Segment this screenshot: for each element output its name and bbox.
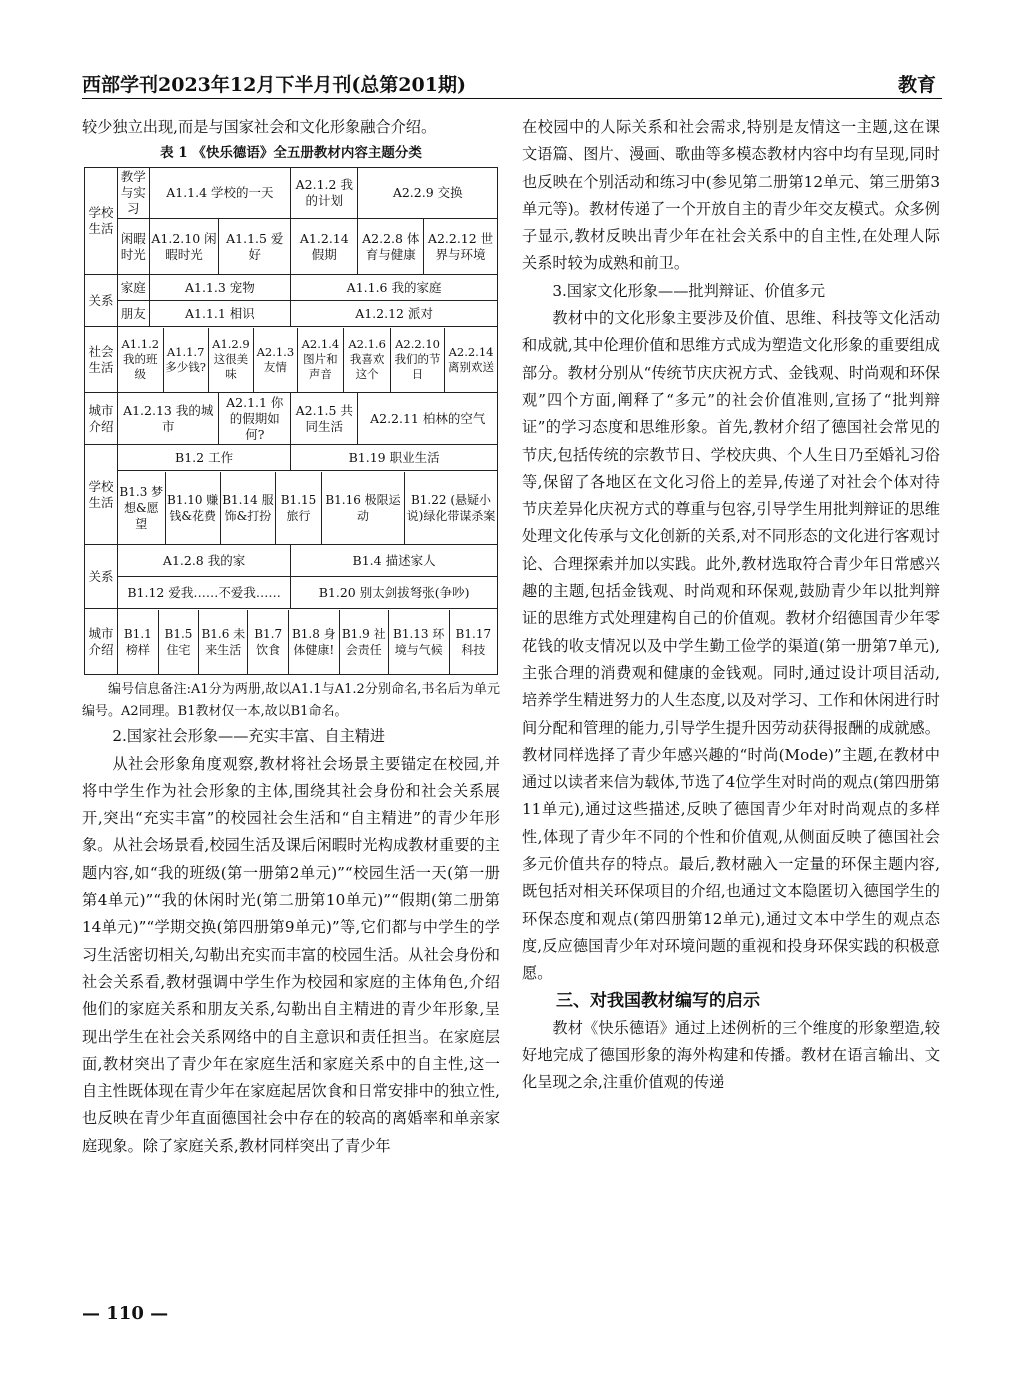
table-cell: A2.1.3 友情 — [254, 328, 297, 392]
table-cell: A2.2.9 交换 — [358, 168, 498, 219]
table-cell: 闲暇时光 — [118, 219, 150, 275]
table-cell: A2.2.12 世界与环境 — [424, 219, 498, 275]
table-cell: 学校生活 — [85, 445, 118, 545]
table-cell: A1.1.6 我的家庭 — [291, 275, 498, 301]
left-column — [82, 114, 500, 1160]
table-cell: B1.17 科技 — [455, 626, 492, 657]
table-cell: 学校生活 — [85, 168, 118, 275]
table-cell: A1.2.10 闲暇时光 — [149, 219, 219, 275]
table-cell: B1.9 社会责任 — [339, 610, 388, 674]
running-header — [82, 68, 942, 99]
table-cell: B1.15 旅行 — [276, 472, 322, 544]
table-cell: A2.1.6 我喜欢这个 — [344, 328, 391, 392]
table-caption: 表 1 《快乐德语》全五册教材内容主题分类 — [160, 145, 422, 162]
subsection-heading: 2.国家社会形象——充实丰富、自主精进 — [112, 727, 386, 746]
table-note: 编号信息备注:A1分为两册,故以A1.1与A1.2分别命名,书名后为单元编号。A2同理。B1教材仅一本,故以B1命名。 — [82, 682, 500, 720]
table-cell: B1.7 饮食 — [248, 610, 289, 674]
table-cell: A2.1.2 我的计划 — [291, 168, 358, 219]
section-label: 教育 — [897, 74, 936, 96]
table-cell: A1.2.9 这很美味 — [208, 328, 254, 392]
table-cell: B1.1 榜样 — [118, 610, 158, 674]
subrow-table — [118, 610, 497, 674]
section-heading: 三、对我国教材编写的启示 — [556, 990, 760, 1011]
table-cell: B1.5 住宅 — [158, 610, 199, 674]
journal-title: 西部学刊2023年12月下半月刊(总第201期) — [82, 74, 466, 96]
table-cell: B1.8 身体健康! — [288, 610, 339, 674]
table-cell: B1.13 环境与气候 — [388, 610, 449, 674]
table-cell: A1.1.1 相识 — [149, 301, 291, 327]
table-cell: 关系 — [85, 275, 118, 327]
subrow-table — [118, 472, 497, 544]
table-cell: A2.2.10 我们的节日 — [391, 328, 445, 392]
table-cell: B1.16 极限运动 — [322, 472, 405, 544]
theme-table — [84, 167, 498, 675]
body-paragraph: 教材中的文化形象主要涉及价值、思维、科技等文化活动和成就,其中伦理价值和思维方式成为塑造文化形象的重要组成部分。教材分别从“传统节庆庆祝方式、金钱观、时尚观和环保观”四个方面,阐释了“多元”的社会价值准则,宣扬了“批判辩证”的学习态度和思维形象。首先,教材介绍了德国社会常见的节庆,包括传统的宗教节日、学校庆典、个人生日乃至婚礼习俗等,保留了各地区在文化习俗上的差异,传递了对社会个体对待节庆差异化庆祝方式的尊重与包容,引导学生用批判辩证的思维处理文化传承与文化创新的关系,对不同形态的文化进行客观讨论、合理探索并加以实践。此外,教材选取符合青少年日常感兴趣的主题,包括金钱观、时尚观和环保观,鼓励青少年以批判辩证的思维方式处理建构自己的价值观。教材介绍德国青少年零花钱的收支情况以及中学生勤工俭学的渠道(第一册第7单元),主张合理的消费观和健康的金钱观。同时,通过设计项目活动,培养学生精进努力的人生态度,以及对学习、工作和休闲进行时间分配和管理的能力,引导学生提升因劳动获得报酬的成就感。教材同样选择了青少年感兴趣的“时尚(Mode)”主题,在教材中通过以读者来信为载体,节选了4位学生对时尚的观点(第四册第11单元),通过这些描述,反映了德国青少年对时尚观点的多样性,体现了青少年不同的个性和价值观,从侧面反映了德国社会多元价值共存的特点。最后,教材融入一定量的环保主题内容,既包括对相关环保项目的介绍,也通过文本隐匿切入德国学生的环保态度和观点(第四册第12单元),通过文本中学生的观点态度,反应德国青少年对环境问题的重视和投身环保实践的积极意愿。 — [522, 309, 940, 983]
table-cell: A1.1.3 宠物 — [149, 275, 291, 301]
intro-line: 较少独立出现,而是与国家社会和文化形象融合介绍。 — [82, 118, 437, 136]
table-subrow — [118, 471, 498, 545]
table-cell: B1.4 描述家人 — [291, 545, 498, 577]
table-cell: A1.2.13 我的城市 — [118, 393, 219, 445]
table-cell: A1.1.5 爱好 — [219, 219, 291, 275]
table-cell: A2.2.14 离别欢送 — [448, 344, 495, 374]
table-cell: 城市介绍 — [85, 609, 118, 675]
table-cell: 社会生活 — [85, 327, 118, 393]
table-cell: B1.2 工作 — [118, 445, 291, 471]
table-cell: B1.3 梦想&愿望 — [118, 472, 165, 544]
body-paragraph: 在校园中的人际关系和社会需求,特别是友情这一主题,这在课文语篇、图片、漫画、歌曲等多模态教材内容中均有呈现,同时也反映在个别活动和练习中(参见第二册第12单元、第三册第3单元等)。教材传递了一个开放自主的青少年交友模式。众多例子显示,教材反映出青少年在社会关系中的自主性,在处理人际关系时较为成熟和前卫。 — [522, 118, 940, 273]
table-cell: A2.1.4 图片和声音 — [297, 328, 344, 392]
table-cell: B1.6 未来生活 — [199, 610, 248, 674]
body-paragraph: 教材《快乐德语》通过上述例析的三个维度的形象塑造,较好地完成了德国形象的海外构建和传播。教材在语言输出、文化呈现之余,注重价值观的传递 — [522, 1018, 940, 1092]
table-cell: 城市介绍 — [85, 393, 118, 445]
table-cell: A1.1.4 学校的一天 — [149, 168, 291, 219]
table-subrow — [118, 327, 498, 393]
subsection-heading: 3.国家文化形象——批判辩证、价值多元 — [552, 281, 826, 300]
table-cell: A1.2.14 假期 — [291, 219, 358, 275]
table-cell: 朋友 — [118, 301, 150, 327]
table-cell: 家庭 — [118, 275, 150, 301]
subrow-table — [118, 328, 497, 392]
table-cell: B1.10 赚钱&花费 — [165, 472, 220, 544]
table-cell: B1.12 爱我……不爱我…… — [118, 577, 291, 609]
table-cell: A1.2.12 派对 — [291, 301, 498, 327]
right-column — [522, 114, 940, 1097]
table-cell: B1.14 服饰&打扮 — [220, 472, 275, 544]
table-cell: A1.1.2 我的班级 — [118, 328, 163, 392]
table-cell: 关系 — [85, 545, 118, 609]
table-cell: B1.19 职业生活 — [291, 445, 498, 471]
table-cell: A2.2.8 体育与健康 — [358, 219, 424, 275]
table-cell: B1.22 (悬疑小说)绿化带谋杀案 — [406, 492, 496, 523]
table-cell: A1.1.7 多少钱? — [163, 328, 208, 392]
page-number: — 110 — — [82, 1303, 169, 1324]
table-cell: 教学与实习 — [118, 168, 150, 219]
table-cell: A2.2.11 柏林的空气 — [358, 393, 498, 445]
body-paragraph: 从社会形象角度观察,教材将社会场景主要锚定在校园,并将中学生作为社会形象的主体,围绕其社会身份和社会关系展开,突出“充实丰富”的校园社会生活和“自主精进”的青少年形象。从社会场景看,校园生活及课后闲暇时光构成教材重要的主题内容,如“我的班级(第一册第2单元)”“校园生活一天(第一册第4单元)”“我的休闲时光(第二册第10单元)”“假期(第二册第14单元)”“学期交换(第四册第9单元)”等,它们都与中学生的学习生活密切相关,勾勒出充实而丰富的校园生活。从社会身份和社会关系看,教材强调中学生作为校园和家庭的主体角色,介绍他们的家庭关系和朋友关系,勾勒出自主精进的青少年形象,呈现出学生在社会关系网络中的自主意识和责任担当。在家庭层面,教材突出了青少年在家庭生活和家庭关系中的自主性,这一自主性既体现在青少年在家庭起居饮食和日常安排中的独立性,也反映在青少年直面德国社会中存在的较高的离婚率和单亲家庭现象。除了家庭关系,教材同样突出了青少年 — [82, 754, 500, 1155]
table-cell: B1.20 别太剑拔弩张(争吵) — [291, 577, 498, 609]
table-cell: A2.1.5 共同生活 — [291, 393, 358, 445]
table-cell: A1.2.8 我的家 — [118, 545, 291, 577]
table-cell: A2.1.1 你的假期如何? — [219, 393, 291, 445]
table-subrow — [118, 609, 498, 675]
